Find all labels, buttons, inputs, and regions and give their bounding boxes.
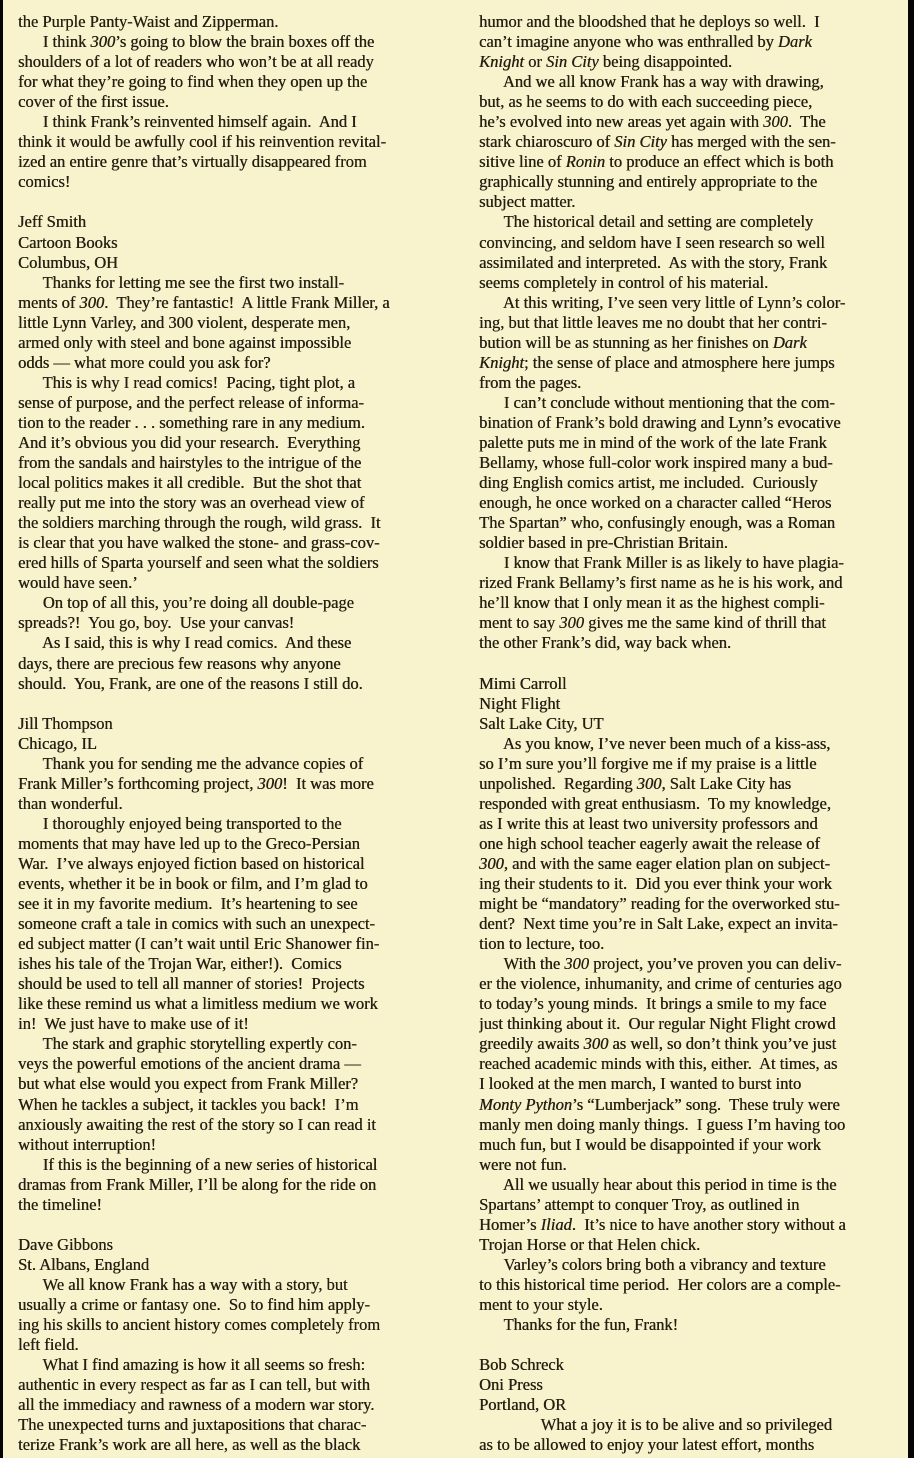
- text-line: I think Frank’s reinvented himself again. And I: [18, 112, 357, 132]
- text-line: like these remind us what a limitless medium we work: [18, 994, 378, 1014]
- text-line: Salt Lake City, UT: [479, 713, 604, 733]
- text-line: I can’t conclude without mentioning that the com-: [479, 392, 835, 412]
- text-line: Thanks for letting me see the first two install-: [18, 272, 344, 292]
- text-line: to this historical time period. Her colors are a comple-: [479, 1274, 841, 1294]
- text-line: assimilated and interpreted. As with the story, Frank: [479, 252, 828, 272]
- text-line: terize Frank’s work are all here, as well as the black: [18, 1435, 361, 1455]
- text-line: would have seen.’: [18, 573, 138, 593]
- text-line: The stark and graphic storytelling expertly con-: [18, 1034, 357, 1054]
- text-line: veys the powerful emotions of the ancient drama —: [18, 1054, 361, 1074]
- text-line: responded with great enthusiasm. To my knowledge,: [479, 793, 831, 813]
- text-line: ment to say 300 gives me the same kind of thrill that: [479, 613, 826, 633]
- text-line: [479, 1335, 909, 1355]
- text-line: Dave Gibbons: [18, 1234, 113, 1254]
- text-line: much fun, but I would be disappointed if your work: [479, 1134, 821, 1154]
- text-line: [479, 654, 909, 674]
- text-line: I know that Frank Miller is as likely to have plagia-: [479, 553, 844, 573]
- left-page-edge: [0, 0, 3, 1458]
- text-line: shoulders of a lot of readers who won’t be at all ready: [18, 52, 374, 72]
- text-line: ding English comics artist, me included. Curiously: [479, 473, 818, 493]
- text-line: convincing, and seldom have I seen research so well: [479, 232, 825, 252]
- text-line: graphically stunning and entirely appropriate to the: [479, 172, 818, 192]
- text-line: As I said, this is why I read comics. And these: [18, 633, 352, 653]
- text-line: greedily awaits 300 as well, so don’t think you’ve just: [479, 1034, 837, 1054]
- text-line: palette puts me in mind of the work of the late Frank: [479, 432, 827, 452]
- text-line: [18, 192, 458, 212]
- text-line: ered hills of Sparta yourself and seen what the soldiers: [18, 553, 379, 573]
- text-line: 300, and with the same eager elation plan on subject-: [479, 853, 830, 873]
- text-line: We all know Frank has a way with a story, but: [18, 1274, 348, 1294]
- text-line: ing his skills to ancient history comes completely from: [18, 1315, 381, 1335]
- text-line: someone craft a tale in comics with such an unexpect-: [18, 914, 375, 934]
- text-line: he’ll know that I only mean it as the highest compli-: [479, 593, 825, 613]
- text-line: Oni Press: [479, 1375, 543, 1395]
- text-line: What a joy it is to be alive and so privileged: [479, 1415, 833, 1435]
- right-column: [479, 12, 909, 1458]
- text-line: as to be allowed to enjoy your latest effort, months: [479, 1435, 815, 1455]
- text-line: the other Frank’s did, way back when.: [479, 633, 732, 653]
- text-line: As you know, I’ve never been much of a kiss-ass,: [479, 733, 831, 753]
- text-line: the timeline!: [18, 1194, 102, 1214]
- text-line: stark chiaroscuro of Sin City has merged with the sen-: [479, 132, 836, 152]
- text-line: Cartoon Books: [18, 232, 118, 252]
- text-line: Homer’s Iliad. It’s nice to have another story without a: [479, 1214, 846, 1234]
- text-line: local politics makes it all credible. But the shot that: [18, 473, 362, 493]
- text-line: What I find amazing is how it all seems so fresh:: [18, 1355, 366, 1375]
- text-line: seems completely in control of his material.: [479, 272, 769, 292]
- text-line: left field.: [18, 1335, 79, 1355]
- text-line: I thoroughly enjoyed being transported to the: [18, 813, 342, 833]
- text-line: On top of all this, you’re doing all double-page: [18, 593, 354, 613]
- text-line: If this is the beginning of a new series of historical: [18, 1154, 378, 1174]
- text-line: manly men doing manly things. I guess I’m having too: [479, 1114, 846, 1134]
- text-line: Bellamy, whose full-color work inspired many a bud-: [479, 453, 833, 473]
- text-line: All we usually hear about this period in time is the: [479, 1174, 837, 1194]
- text-line: armed only with steel and bone against impossible: [18, 332, 352, 352]
- text-line: but, as he seems to do with each succeeding piece,: [479, 92, 813, 112]
- text-line: Knight or Sin City being disappointed.: [479, 52, 733, 72]
- text-line: really put me into the story was an overhead view of: [18, 493, 365, 513]
- text-line: Bob Schreck: [479, 1355, 564, 1375]
- text-line: I think 300’s going to blow the brain boxes off the: [18, 32, 375, 52]
- text-line: all the immediacy and rawness of a modern war story.: [18, 1395, 375, 1415]
- left-column: [18, 12, 458, 1458]
- text-line: authentic in every respect as far as I can tell, but with: [18, 1375, 370, 1395]
- text-line: Varley’s colors bring both a vibrancy and texture: [479, 1254, 826, 1274]
- text-line: dramas from Frank Miller, I’ll be along for the ride on: [18, 1174, 377, 1194]
- text-line: Thank you for sending me the advance copies of: [18, 753, 364, 773]
- text-line: Monty Python’s “Lumberjack” song. These truly were: [479, 1094, 840, 1114]
- text-line: days, there are precious few reasons why anyone: [18, 653, 341, 673]
- text-line: one high school teacher eagerly await the release of: [479, 833, 820, 853]
- text-line: The Spartan” who, confusingly enough, was a Roman: [479, 513, 836, 533]
- text-line: but what else would you expect from Frank Miller?: [18, 1074, 358, 1094]
- text-line: as I write this at least two university professors and: [479, 813, 818, 833]
- text-line: War. I’ve always enjoyed fiction based on historical: [18, 853, 365, 873]
- text-line: to today’s young minds. It brings a smile to my face: [479, 994, 827, 1014]
- text-line: might be “mandatory” reading for the overworked stu-: [479, 894, 840, 914]
- text-line: soldier based in pre-Christian Britain.: [479, 533, 728, 553]
- text-line: usually a crime or fantasy one. So to find him apply-: [18, 1295, 370, 1314]
- text-line: enough, he once worked on a character called “Heros: [479, 493, 832, 513]
- text-line: odds — what more could you ask for?: [18, 352, 271, 372]
- text-line: comics!: [18, 172, 71, 192]
- text-line: the soldiers marching through the rough, wild grass. It: [18, 513, 381, 533]
- text-line: moments that may have led up to the Greco-Persian: [18, 833, 360, 853]
- text-line: should be used to tell all manner of stories! Projects: [18, 974, 365, 994]
- text-line: [18, 694, 458, 714]
- text-line: for what they’re going to find when they open up the: [18, 72, 368, 92]
- text-line: he’s evolved into new areas yet again with 300. The: [479, 112, 826, 132]
- text-line: And it’s obvious you did your research. Everything: [18, 432, 361, 452]
- text-line: Columbus, OH: [18, 252, 118, 272]
- text-line: ishes his tale of the Trojan War, either!). Comics: [18, 954, 342, 974]
- text-line: see it in my favorite medium. It’s heartening to see: [18, 894, 358, 914]
- text-line: events, whether it be in book or film, and I’m glad to: [18, 874, 368, 894]
- text-line: sense of purpose, and the perfect release of informa-: [18, 392, 364, 412]
- text-line: Spartans’ attempt to conquer Troy, as outlined in: [479, 1194, 800, 1214]
- text-line: should. You, Frank, are one of the reasons I still do.: [18, 673, 363, 693]
- text-line: humor and the bloodshed that he deploys so well. I: [479, 12, 820, 31]
- text-line: Thanks for the fun, Frank!: [479, 1315, 679, 1335]
- text-line: Jill Thompson: [18, 713, 113, 733]
- text-line: [18, 1215, 458, 1235]
- text-line: is clear that you have walked the stone- and grass-cov-: [18, 533, 380, 553]
- text-line: think it would be awfully cool if his reinvention revital-: [18, 132, 386, 152]
- text-line: just thinking about it. Our regular Night Flight crowd: [479, 1014, 836, 1034]
- text-line: Portland, OR: [479, 1395, 567, 1415]
- text-line: At this writing, I’ve seen very little of Lynn’s color-: [479, 292, 846, 312]
- text-line: er the violence, inhumanity, and crime of centuries ago: [479, 974, 842, 994]
- text-line: tion to the reader . . . something rare in any medium.: [18, 412, 365, 432]
- text-line: bution will be as stunning as her finishes on Dark: [479, 332, 807, 352]
- text-line: sitive line of Ronin to produce an effect which is both: [479, 152, 834, 172]
- text-line: ments of 300. They’re fantastic! A little Frank Miller, a: [18, 292, 390, 312]
- text-line: dent? Next time you’re in Salt Lake, expect an invita-: [479, 914, 838, 934]
- text-line: ed subject matter (I can’t wait until Eric Shanower fin-: [18, 934, 380, 954]
- text-line: Trojan Horse or that Helen chick.: [479, 1234, 701, 1254]
- text-line: St. Albans, England: [18, 1254, 150, 1274]
- text-line: can’t imagine anyone who was enthralled by Dark: [479, 32, 812, 52]
- text-line: Chicago, IL: [18, 733, 97, 753]
- text-line: I looked at the men march, I wanted to burst into: [479, 1074, 802, 1094]
- text-line: unpolished. Regarding 300, Salt Lake City has: [479, 773, 792, 793]
- text-line: cover of the first issue.: [18, 92, 169, 112]
- text-line: And we all know Frank has a way with drawing,: [479, 72, 824, 92]
- text-line: anxiously awaiting the rest of the story so I can read it: [18, 1114, 376, 1134]
- text-line: ing their students to it. Did you ever think your work: [479, 874, 832, 894]
- text-line: Mimi Carroll: [479, 673, 567, 693]
- text-line: spreads?! You go, boy. Use your canvas!: [18, 613, 295, 633]
- text-line: tion to lecture, too.: [479, 934, 605, 954]
- text-line: When he tackles a subject, it tackles you back! I’m: [18, 1094, 359, 1114]
- text-line: ized an entire genre that’s virtually disappeared from: [18, 152, 367, 172]
- text-line: were not fun.: [479, 1154, 567, 1174]
- text-line: ment to your style.: [479, 1295, 603, 1314]
- text-line: This is why I read comics! Pacing, tight plot, a: [18, 372, 355, 392]
- text-line: little Lynn Varley, and 300 violent, desperate men,: [18, 312, 351, 332]
- text-line: The unexpected turns and juxtapositions that charac-: [18, 1415, 367, 1435]
- text-line: than wonderful.: [18, 793, 123, 813]
- text-line: Knight; the sense of place and atmosphere here jumps: [479, 352, 835, 372]
- text-line: from the pages.: [479, 372, 582, 392]
- text-line: bination of Frank’s bold drawing and Lynn’s evocative: [479, 412, 841, 432]
- text-line: without interruption!: [18, 1134, 156, 1154]
- text-line: Frank Miller’s forthcoming project, 300! It was more: [18, 773, 374, 793]
- text-line: ing, but that little leaves me no doubt that her contri-: [479, 312, 827, 332]
- text-line: With the 300 project, you’ve proven you can deliv-: [479, 954, 842, 974]
- text-line: Night Flight: [479, 693, 561, 713]
- text-line: The historical detail and setting are completely: [479, 212, 814, 232]
- text-line: subject matter.: [479, 192, 576, 212]
- text-line: reached academic minds with this, either. At times, as: [479, 1054, 838, 1074]
- text-line: from the sandals and hairstyles to the intrigue of the: [18, 453, 362, 473]
- text-line: in! We just have to make use of it!: [18, 1014, 249, 1034]
- text-line: rized Frank Bellamy’s first name as he is his work, and: [479, 573, 843, 593]
- text-line: the Purple Panty-Waist and Zipperman.: [18, 12, 279, 31]
- text-line: Jeff Smith: [18, 212, 86, 232]
- text-line: so I’m sure you’ll forgive me if my praise is a little: [479, 753, 817, 773]
